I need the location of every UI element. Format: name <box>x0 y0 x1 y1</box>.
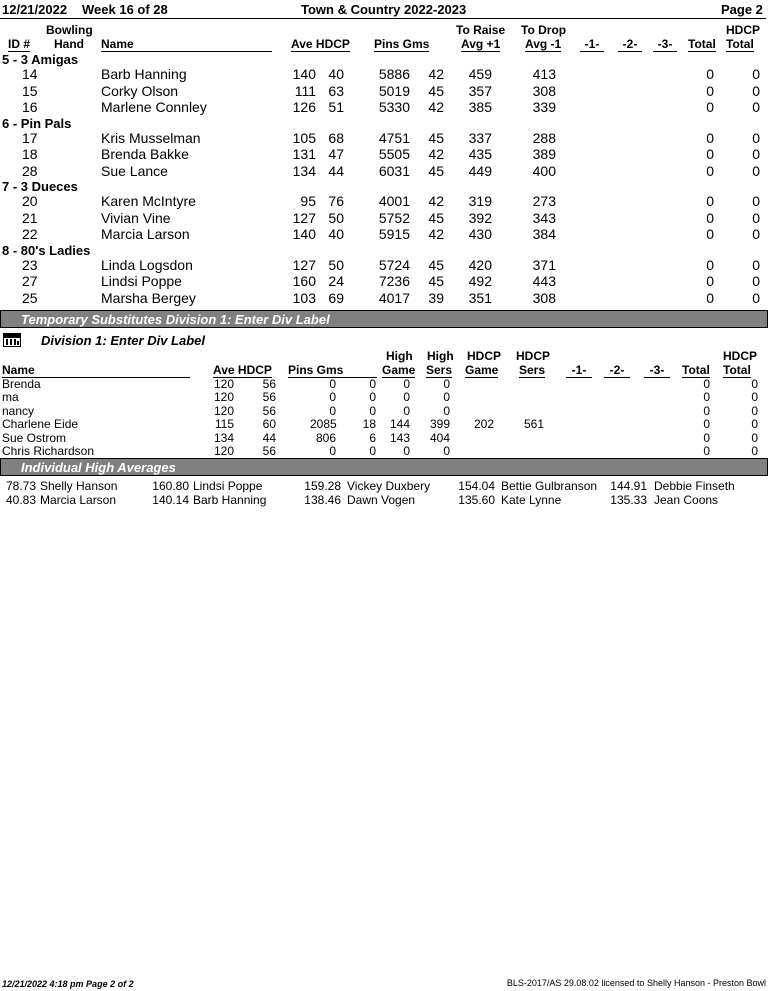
col-name: Name <box>101 37 272 52</box>
cell-raise: 492 <box>468 273 492 289</box>
cell-hg: 0 <box>403 403 410 418</box>
high-average-value: 140.14 <box>152 493 189 507</box>
subs-title: Division 1: Enter Div Label <box>41 333 205 348</box>
cell-total: 0 <box>706 226 714 242</box>
high-average-value: 138.46 <box>304 493 341 507</box>
high-average-value: 135.60 <box>458 493 495 507</box>
col-avg-minus: Avg -1 <box>525 37 562 51</box>
cell-total: 0 <box>706 289 714 306</box>
cell-gms: 0 <box>369 444 376 458</box>
cell-name: Linda Logsdon <box>101 256 193 273</box>
footer-timestamp: 12/21/2022 4:18 pm Page 2 of 2 <box>2 979 134 989</box>
cell-htotal: 0 <box>752 226 760 242</box>
cell-name: Marsha Bergey <box>101 289 196 306</box>
cell-total: 0 <box>706 256 714 273</box>
team-label: 7 - 3 Dueces <box>2 179 78 194</box>
cell-gms: 42 <box>428 99 444 115</box>
cell-htotal: 0 <box>752 193 760 209</box>
cell-hdcp: 44 <box>328 162 344 179</box>
cell-gms: 0 <box>369 390 376 405</box>
high-average-name: Kate Lynne <box>501 493 562 507</box>
col-hand: Hand <box>54 37 84 51</box>
report-week: Week 16 of 28 <box>82 2 168 17</box>
cell-hdcp: 68 <box>328 129 344 146</box>
high-average-value: 159.28 <box>304 479 341 493</box>
high-average-name: Vickey Duxbery <box>347 479 431 493</box>
cell-id: 17 <box>22 129 38 146</box>
high-average-value: 78.73 <box>5 479 36 493</box>
cell-name: Brenda <box>2 377 41 391</box>
cell-gms: 45 <box>428 256 444 273</box>
cell-drop: 308 <box>532 289 556 306</box>
cell-pins: 5752 <box>378 209 410 226</box>
cell-htotal: 0 <box>751 417 758 432</box>
cell-gms: 42 <box>428 193 444 209</box>
cell-ave: 127 <box>292 209 316 226</box>
cell-id: 23 <box>22 256 38 273</box>
cell-drop: 343 <box>532 209 556 226</box>
cell-htotal: 0 <box>751 377 758 391</box>
col-ave-hdcp: Ave HDCP <box>291 37 350 51</box>
cell-hdcp: 50 <box>328 256 344 273</box>
cell-name: Marcia Larson <box>101 226 190 242</box>
cell-gms: 45 <box>428 209 444 226</box>
cell-name: Chris Richardson <box>2 444 95 458</box>
cell-raise: 420 <box>468 256 492 273</box>
cell-htotal: 0 <box>752 129 760 146</box>
high-average-name: Marcia Larson <box>40 493 117 507</box>
cell-pins: 806 <box>315 430 336 445</box>
cell-hs: 0 <box>443 444 450 458</box>
subs-col-game-2: -2- <box>604 363 630 378</box>
cell-ave: 134 <box>213 430 234 445</box>
cell-ave: 131 <box>292 146 316 162</box>
cell-hs: 0 <box>443 377 450 391</box>
subs-col-game-1: -1- <box>566 363 592 378</box>
cell-id: 22 <box>22 226 38 242</box>
cell-total: 0 <box>706 146 714 162</box>
cell-ave: 127 <box>292 256 316 273</box>
cell-total: 0 <box>703 430 710 445</box>
cell-gms: 39 <box>428 289 444 306</box>
high-averages-band-label: Individual High Averages <box>21 460 176 475</box>
cell-hds: 561 <box>523 417 544 432</box>
cell-raise: 357 <box>468 82 492 99</box>
cell-id: 25 <box>22 289 38 306</box>
cell-id: 21 <box>22 209 38 226</box>
cell-hdcp: 69 <box>328 289 344 306</box>
cell-id: 28 <box>22 162 38 179</box>
high-average-value: 144.91 <box>610 479 647 493</box>
cell-hdcp: 56 <box>262 403 276 418</box>
cell-hg: 0 <box>403 390 410 405</box>
cell-gms: 42 <box>428 66 444 82</box>
subs-band-label: Temporary Substitutes Division 1: Enter Div Label <box>21 312 330 327</box>
col-hdcp: HDCP <box>726 23 761 37</box>
cell-ave: 120 <box>213 377 234 391</box>
cell-total: 0 <box>706 99 714 115</box>
cell-ave: 120 <box>213 390 234 405</box>
cell-name: Karen McIntyre <box>101 193 196 209</box>
cell-pins: 4001 <box>378 193 410 209</box>
subs-col-hdcp: HDCP <box>467 349 502 363</box>
cell-pins: 5330 <box>378 99 410 115</box>
cell-raise: 435 <box>468 146 492 162</box>
col-game-2: -2- <box>618 37 642 52</box>
subs-col-pins-gms: Pins Gms <box>288 363 377 378</box>
cell-htotal: 0 <box>752 256 760 273</box>
cell-name: ma <box>2 390 19 405</box>
subs-col-total: Total <box>682 363 710 377</box>
cell-name: Lindsi Poppe <box>101 273 182 289</box>
report-title: Town & Country 2022-2023 <box>301 2 467 17</box>
bowling-pins-icon <box>3 333 21 352</box>
cell-id: 27 <box>22 273 38 289</box>
cell-hdcp: 56 <box>262 444 276 458</box>
col-id: ID # <box>8 37 31 51</box>
cell-hdcp: 56 <box>262 390 276 405</box>
cell-htotal: 0 <box>752 99 760 115</box>
team-label: 6 - Pin Pals <box>2 115 72 131</box>
cell-gms: 42 <box>428 146 444 162</box>
subs-col-high-game: Game <box>382 363 416 377</box>
cell-ave: 160 <box>292 273 316 289</box>
cell-name: Marlene Connley <box>101 99 207 115</box>
cell-hdcp: 76 <box>328 193 344 209</box>
team-label: 8 - 80's Ladies <box>2 242 91 258</box>
cell-hdcp: 44 <box>262 430 276 445</box>
cell-total: 0 <box>703 390 710 405</box>
cell-gms: 45 <box>428 162 444 179</box>
col-pins-gms: Pins Gms <box>374 37 430 51</box>
high-average-value: 135.33 <box>610 493 647 507</box>
cell-total: 0 <box>706 162 714 179</box>
cell-total: 0 <box>706 129 714 146</box>
cell-raise: 392 <box>468 209 492 226</box>
cell-pins: 0 <box>329 444 336 458</box>
cell-raise: 319 <box>468 193 492 209</box>
cell-drop: 413 <box>532 66 556 82</box>
high-average-value: 160.80 <box>152 479 189 493</box>
col-to-raise: To Raise <box>456 23 506 37</box>
cell-htotal: 0 <box>752 162 760 179</box>
cell-drop: 273 <box>532 193 556 209</box>
cell-hg: 143 <box>389 430 410 445</box>
cell-ave: 126 <box>292 99 316 115</box>
cell-hdcp: 40 <box>328 66 344 82</box>
cell-hg: 144 <box>389 417 410 432</box>
footer-license: BLS-2017/AS 29.08.02 licensed to Shelly Hanson - Preston Bowl <box>506 978 766 988</box>
col-game-1: -1- <box>580 37 604 52</box>
cell-name: Sue Ostrom <box>2 430 67 445</box>
col-hdcp-total: Total <box>726 37 754 51</box>
page-number: Page 2 <box>721 2 763 17</box>
cell-gms: 45 <box>428 273 444 289</box>
cell-pins: 5886 <box>378 66 410 82</box>
cell-gms: 18 <box>362 417 376 432</box>
cell-ave: 111 <box>294 82 316 99</box>
cell-htotal: 0 <box>752 66 760 82</box>
cell-name: Sue Lance <box>101 162 168 179</box>
cell-hdcp: 40 <box>328 226 344 242</box>
cell-hs: 404 <box>429 430 450 445</box>
cell-id: 16 <box>22 99 38 115</box>
cell-drop: 384 <box>532 226 556 242</box>
cell-name: Barb Hanning <box>101 66 187 82</box>
cell-drop: 371 <box>532 256 556 273</box>
cell-hg: 0 <box>403 444 410 458</box>
cell-name: Vivian Vine <box>101 209 171 226</box>
subs-col-game-3: -3- <box>644 363 670 378</box>
cell-total: 0 <box>706 82 714 99</box>
cell-raise: 430 <box>468 226 492 242</box>
cell-gms: 42 <box>428 226 444 242</box>
cell-id: 15 <box>22 82 38 99</box>
cell-id: 18 <box>22 146 38 162</box>
cell-gms: 45 <box>428 82 444 99</box>
cell-total: 0 <box>706 209 714 226</box>
subs-col-hdcp-total: Total <box>723 363 751 377</box>
cell-drop: 339 <box>532 99 556 115</box>
cell-total: 0 <box>703 377 710 391</box>
cell-total: 0 <box>706 273 714 289</box>
cell-htotal: 0 <box>751 390 758 405</box>
col-bowling: Bowling <box>46 23 93 37</box>
cell-htotal: 0 <box>752 146 760 162</box>
cell-raise: 449 <box>468 162 492 179</box>
cell-hs: 0 <box>443 403 450 418</box>
cell-total: 0 <box>703 403 710 418</box>
high-average-name: Barb Hanning <box>193 493 267 507</box>
cell-pins: 5724 <box>378 256 410 273</box>
cell-gms: 6 <box>369 430 376 445</box>
cell-ave: 120 <box>213 444 234 458</box>
cell-htotal: 0 <box>751 444 758 458</box>
cell-ave: 134 <box>292 162 316 179</box>
cell-pins: 4751 <box>378 129 410 146</box>
col-avg-plus: Avg +1 <box>461 37 501 51</box>
subs-col-high-sers: Sers <box>426 363 453 377</box>
cell-total: 0 <box>703 417 710 432</box>
high-averages-band <box>0 458 768 476</box>
cell-pins: 6031 <box>378 162 410 179</box>
subs-col-ave-hdcp: Ave HDCP <box>213 363 272 377</box>
cell-htotal: 0 <box>752 209 760 226</box>
cell-pins: 0 <box>329 390 336 405</box>
cell-hdcp: 24 <box>328 273 344 289</box>
cell-ave: 140 <box>292 66 316 82</box>
cell-pins: 5505 <box>378 146 410 162</box>
subs-col-high2: High <box>427 349 454 363</box>
high-average-name: Jean Coons <box>654 493 719 507</box>
col-to-drop: To Drop <box>521 23 567 37</box>
cell-drop: 389 <box>532 146 556 162</box>
cell-drop: 400 <box>532 162 556 179</box>
cell-hs: 0 <box>443 390 450 405</box>
cell-htotal: 0 <box>752 289 760 306</box>
high-average-value: 154.04 <box>458 479 495 493</box>
subs-col-high: High <box>386 349 413 363</box>
cell-drop: 308 <box>532 82 556 99</box>
high-average-name: Lindsi Poppe <box>193 479 263 493</box>
cell-name: Corky Olson <box>101 82 179 99</box>
cell-hdcp: 47 <box>328 146 344 162</box>
subs-col-name: Name <box>2 363 190 378</box>
cell-hg: 0 <box>403 377 410 391</box>
team-label: 5 - 3 Amigas <box>2 52 79 67</box>
cell-htotal: 0 <box>752 82 760 99</box>
cell-name: Charlene Eide <box>2 417 79 432</box>
subs-band <box>0 310 768 328</box>
cell-gms: 45 <box>428 129 444 146</box>
cell-ave: 103 <box>292 289 316 306</box>
cell-htotal: 0 <box>752 273 760 289</box>
cell-raise: 351 <box>468 289 492 306</box>
subs-col-hdcp2: HDCP <box>516 349 551 363</box>
high-average-name: Bettie Gulbranson <box>501 479 598 493</box>
cell-pins: 7236 <box>378 273 410 289</box>
cell-ave: 115 <box>214 417 234 432</box>
cell-pins: 4017 <box>378 289 410 306</box>
cell-ave: 105 <box>292 129 316 146</box>
cell-name: Brenda Bakke <box>101 146 189 162</box>
cell-total: 0 <box>706 193 714 209</box>
cell-pins: 5915 <box>378 226 410 242</box>
cell-total: 0 <box>706 66 714 82</box>
col-game-3: -3- <box>653 37 677 52</box>
cell-total: 0 <box>703 444 710 458</box>
header-rule <box>0 18 766 19</box>
cell-pins: 5019 <box>378 82 410 99</box>
high-average-name: Debbie Finseth <box>654 479 735 493</box>
cell-drop: 288 <box>532 129 556 146</box>
cell-drop: 443 <box>532 273 556 289</box>
cell-hdcp: 51 <box>328 99 344 115</box>
cell-ave: 140 <box>292 226 316 242</box>
high-average-name: Dawn Vogen <box>347 493 416 507</box>
cell-name: Kris Musselman <box>101 129 201 146</box>
cell-ave: 120 <box>213 403 234 418</box>
cell-htotal: 0 <box>751 403 758 418</box>
high-average-name: Shelly Hanson <box>40 479 118 493</box>
cell-htotal: 0 <box>751 430 758 445</box>
cell-hdg: 202 <box>473 417 494 432</box>
cell-id: 14 <box>22 66 38 82</box>
subs-col-hdcp-game: Game <box>465 363 499 377</box>
cell-hdcp: 60 <box>262 417 276 432</box>
cell-raise: 459 <box>468 66 492 82</box>
cell-pins: 0 <box>329 377 336 391</box>
cell-id: 20 <box>22 193 38 209</box>
col-total: Total <box>688 37 716 51</box>
cell-raise: 337 <box>468 129 492 146</box>
cell-name: nancy <box>2 403 35 418</box>
cell-hdcp: 63 <box>328 82 344 99</box>
cell-ave: 95 <box>300 193 316 209</box>
cell-pins: 0 <box>329 403 336 418</box>
cell-pins: 2085 <box>310 417 337 432</box>
cell-gms: 0 <box>369 377 376 391</box>
report-date: 12/21/2022 <box>2 2 68 17</box>
subs-col-hdcp-sers: Sers <box>519 363 546 377</box>
cell-hs: 399 <box>429 417 450 432</box>
high-average-value: 40.83 <box>5 493 36 507</box>
cell-hdcp: 50 <box>328 209 344 226</box>
cell-hdcp: 56 <box>262 377 276 391</box>
cell-gms: 0 <box>369 403 376 418</box>
cell-raise: 385 <box>468 99 492 115</box>
subs-col-hdcp3: HDCP <box>723 349 758 363</box>
